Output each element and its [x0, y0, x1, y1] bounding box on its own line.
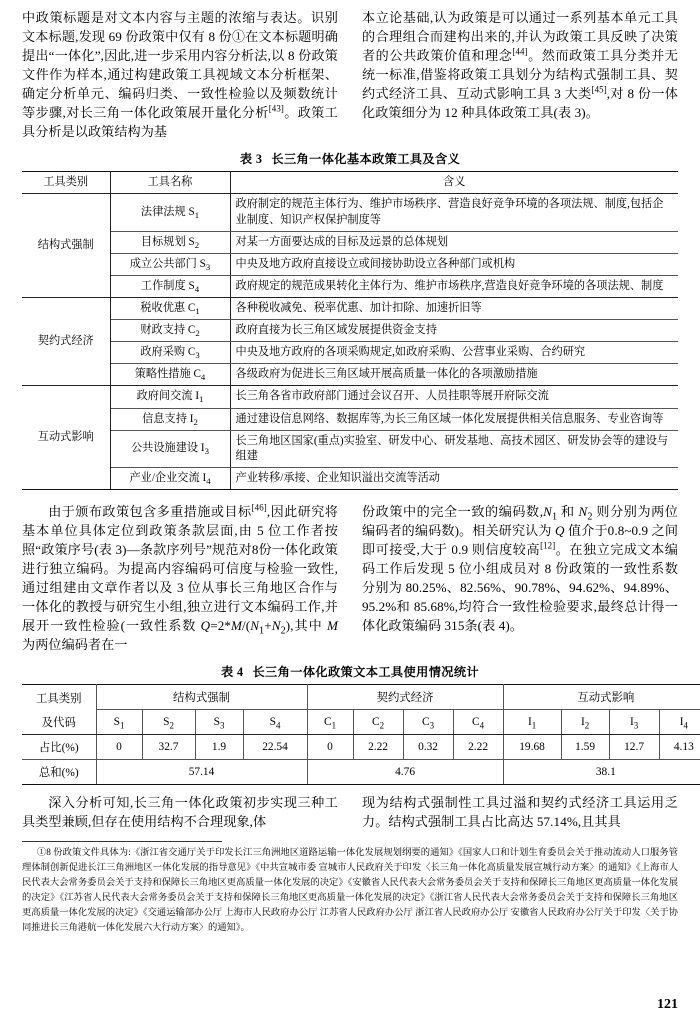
table4-total-value: 57.14 [96, 759, 307, 784]
table3-tool-name: 策略性措施 $C_4$ [110, 364, 230, 386]
table-row [22, 408, 678, 430]
bottom-text-right-column [362, 793, 678, 831]
table-row [22, 430, 678, 467]
table4-share-value: 2.22 [353, 734, 403, 759]
table3-tool-name: 公共设施建设 $I_3$ [110, 430, 230, 467]
page-number: 121 [657, 997, 678, 1012]
table4-code: $C_1$ [307, 710, 353, 735]
table-row [22, 275, 678, 297]
bottom-text-columns [22, 793, 678, 831]
table-row [22, 386, 678, 408]
table3-caption-label: 表 3 [239, 152, 263, 167]
table4-share-label: 占比(%) [22, 734, 96, 759]
table4-code: $S_4$ [243, 710, 307, 735]
table4-code: $I_1$ [503, 710, 561, 735]
mid-text-left-column [22, 502, 338, 654]
table3-category-0: 结构式强制 [22, 194, 110, 298]
table3-caption-title: 长三角一体化基本政策工具及含义 [271, 152, 461, 167]
footnote-text: ①8 份政策文件具体为:《浙江省交通厅关于印发长江三角洲地区道路运输一体化发展规划纲要的通知》《国家人口和计划生育委员会关于推动流动人口服务管理体制创新促进长江三角洲地区一体化发展的指导意见》《中共宣城市委 宣城市人民政府关于印发〈长三角一体化高质量发展宣城行动方案〉的通知》《上海市人民代表大会常务委员会关于支持和保障长三角地区更高质量一体化发展的决定》《安徽省人民代表大会常务委员会关于支持和保障长三角地区更高质量一体化发展的决定》《江苏省人民代表大会常务委员会关于支持和保障长三角地区更高质量一体化发展的决定》《浙江省人民代表大会常务委员会关于支持和保障长三角地区更高质量一体化发展的决定》《交通运输部办公厅 上海市人民政府办公厅 江苏省人民政府办公厅 浙江省人民政府办公厅 安徽省人民政府办公厅关于印发〈关于协同推进长三角港航一体化发展六大行动方案〉的通知》。 [22, 847, 678, 934]
table3-tool-name: 目标规划 $S_2$ [110, 231, 230, 253]
paragraph-mid-left: 由于颁布政策包含多重措施或目标[46],因此研究将基本单位具体定位到政策条款层面,由 5 位工作者按照“政策序号(表 3)—条款序列号”规范对8份一体化政策进行独立编码。为提高内容编码可信度与检验一致性,通过组建由文章作者以及 3 位从事长三角地区合作与一体化的教授与研究生小组,独立进行文本编码工作,并展开一致性检验(一致性系数 $Q=2*M/(N_1+N_2)$,其中 M 为两位编码者在一 [22, 502, 339, 653]
top-text-left-column [22, 8, 338, 141]
table3-tool-name: 信息支持 $I_2$ [110, 408, 230, 430]
table3-tool-meaning: 各级政府为促进长三角区域开展高质量一体化的各项激励措施 [230, 364, 678, 386]
table4-share-value: 19.68 [503, 734, 561, 759]
table-row [22, 194, 678, 231]
table3-tool-meaning: 政府制定的规范主体行为、维护市场秩序、营造良好竞争环境的各项法规、制度,包括企业制度、知识产权保护制度等 [230, 194, 678, 231]
table4-total-row [22, 759, 700, 784]
table4-share-value: 12.7 [609, 734, 659, 759]
table3-header-row [22, 172, 678, 194]
table3-header-name: 工具名称 [110, 172, 230, 194]
table3-tool-name: 成立公共部门 $S_3$ [110, 253, 230, 275]
table3-tool-name: 政府间交流 $I_1$ [110, 386, 230, 408]
table-row [22, 297, 678, 319]
table3-tool-meaning: 产业转移/承接、企业知识溢出交流等活动 [230, 467, 678, 489]
table4-group-0: 结构式强制 [96, 685, 307, 710]
table3-tool-meaning: 长三角各省市政府部门通过会议召开、人员挂职等展开府际交流 [230, 386, 678, 408]
table4-share-value: 4.13 [659, 734, 700, 759]
paragraph-bottom-left: 深入分析可知,长三角一体化政策初步实现三种工具类型兼顾,但存在使用结构不合理现象,体 [22, 794, 338, 829]
table-row [22, 342, 678, 364]
table4-code-row [22, 710, 700, 735]
table3-header-meaning: 含义 [230, 172, 678, 194]
table3-tool-name: 政府采购 $C_3$ [110, 342, 230, 364]
table4 [22, 684, 700, 785]
table-row [22, 364, 678, 386]
mid-text-right-column [362, 502, 678, 654]
table3-tool-meaning: 长三角地区国家(重点)实验室、研发中心、研发基地、高技术园区、研发协会等的建设与组建 [230, 430, 678, 467]
table3-tool-name: 法律法规 $S_1$ [110, 194, 230, 231]
table4-code: $C_3$ [403, 710, 453, 735]
table3-tool-meaning: 中央及地方政府的各项采购规定,如政府采购、公营事业采购、合约研究 [230, 342, 678, 364]
table4-share-value: 32.7 [142, 734, 195, 759]
paragraph-top-right: 本立论基础,认为政策是可以通过一系列基本单元工具的合理组合而建构出来的,并认为政策工具反映了决策者的公共政策价值和理念[44]。然而政策工具分类并无统一标准,借鉴将政策工具划分为结构式强制工具、契约式经济工具、互动式影响工具 3 大类[45],对 8 份一体化政策细分为 12 种具体政策工具(表 3)。 [362, 10, 678, 121]
table4-share-row [22, 734, 700, 759]
table4-row-header-line2: 及代码 [22, 710, 96, 735]
table3-tool-meaning: 对某一方面要达成的目标及远景的总体规划 [230, 231, 678, 253]
table3-category-1: 契约式经济 [22, 297, 110, 385]
table3-tool-meaning: 各种税收减免、税率优惠、加计扣除、加速折旧等 [230, 297, 678, 319]
table4-code: $C_2$ [353, 710, 403, 735]
table4-code: $S_1$ [96, 710, 142, 735]
table4-share-value: 0 [307, 734, 353, 759]
table3-tool-meaning: 中央及地方政府直接设立或间接协助设立各种部门或机构 [230, 253, 678, 275]
table3-tool-name: 工作制度 $S_4$ [110, 275, 230, 297]
table4-share-value: 22.54 [243, 734, 307, 759]
table4-group-header-row [22, 685, 700, 710]
table3-header-category: 工具类别 [22, 172, 110, 194]
table4-code: $I_2$ [561, 710, 609, 735]
table-row [22, 253, 678, 275]
table4-caption [22, 663, 678, 680]
table-row [22, 467, 678, 489]
table4-total-value: 38.1 [503, 759, 700, 784]
top-text-right-column [362, 8, 678, 141]
footnote-divider [22, 841, 222, 842]
table4-code: $I_3$ [609, 710, 659, 735]
table4-share-value: 2.22 [453, 734, 503, 759]
table3-tool-meaning: 政府直接为长三角区域发展提供资金支持 [230, 320, 678, 342]
table4-caption-title: 长三角一体化政策文本工具使用情况统计 [252, 665, 480, 680]
top-text-columns [22, 8, 678, 141]
table3-tool-name: 税收优惠 $C_1$ [110, 297, 230, 319]
table3-category-2: 互动式影响 [22, 386, 110, 490]
table4-share-value: 0.32 [403, 734, 453, 759]
paragraph-mid-right: 份政策中的完全一致的编码数$,N_1$ 和 $N_2$ 则分别为两位编码者的编码数)。相关研究认为 Q 值介于0.8~0.9 之间即可接受,大于 0.9 则信度较高[12]。在独立完成文本编码工作后发现 5 位小组成员对 8 份政策的一致性系数分别为 80.25%、82.56%、90.78%、94.62%、94.89%、95.2%和 85.68%,均符合一致性检验要求,最终总计得一体化政策编码 315条(表 4)。 [362, 503, 679, 634]
table4-share-value: 1.9 [195, 734, 243, 759]
table4-code: $S_3$ [195, 710, 243, 735]
table4-code: $S_2$ [142, 710, 195, 735]
mid-text-columns [22, 502, 678, 654]
table4-group-2: 互动式影响 [503, 685, 700, 710]
table3-tool-name: 产业/企业交流 $I_4$ [110, 467, 230, 489]
table4-share-value: 1.59 [561, 734, 609, 759]
table3-tool-meaning: 政府规定的规范成果转化主体行为、维护市场秩序,营造良好竞争环境的各项法规、制度 [230, 275, 678, 297]
table3-caption [22, 150, 678, 167]
table4-caption-label: 表 4 [220, 665, 244, 680]
table3 [22, 171, 678, 490]
table3-tool-name: 财政支持 $C_2$ [110, 320, 230, 342]
table4-code: $I_4$ [659, 710, 700, 735]
table4-total-label: 总和(%) [22, 759, 96, 784]
paragraph-bottom-right: 现为结构式强制性工具过溢和契约式经济工具运用乏力。结构式强制工具占比高达 57.14%,且其具 [362, 794, 678, 829]
table3-tool-meaning: 通过建设信息网络、数据库等,为长三角区域一体化发展提供相关信息服务、专业咨询等 [230, 408, 678, 430]
paragraph-top-left: 中政策标题是对文本内容与主题的浓缩与表达。识别文本标题,发现 69 份政策中仅有 8 份①在文本标题明确提出“一体化”,因此,进一步采用内容分析法,以 8 份政策文件作为样本,通过构建政策工具视域文本分析框架、确定分析单元、编码归类、一致性检验以及频数统计等步骤,对长三角一体化政策展开量化分析[43]。政策工具分析是以政策结构为基 [22, 10, 338, 140]
table-row [22, 320, 678, 342]
table4-row-header-line1: 工具类别 [22, 685, 96, 710]
table4-group-1: 契约式经济 [307, 685, 503, 710]
table4-total-value: 4.76 [307, 759, 503, 784]
table4-code: $C_4$ [453, 710, 503, 735]
bottom-text-left-column [22, 793, 338, 831]
table-row [22, 231, 678, 253]
table4-share-value: 0 [96, 734, 142, 759]
